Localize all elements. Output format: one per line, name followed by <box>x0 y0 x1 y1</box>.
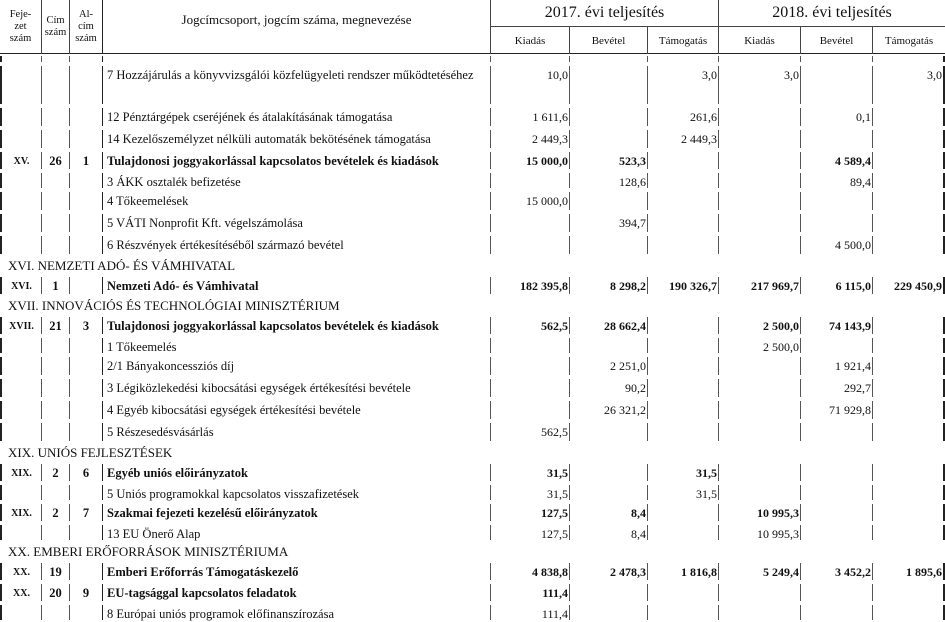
bevetel-2018-cell: 0,1 <box>801 108 873 126</box>
kiadas-2018-cell <box>719 173 801 188</box>
cim-cell: 1 <box>42 277 70 294</box>
alcim-cell <box>70 423 103 441</box>
kiadas-2018-cell <box>719 584 801 601</box>
name-cell: 5 Uniós programokkal kapcsolatos visszafizetések <box>103 485 491 500</box>
name-cell: Egyéb uniós előirányzatok <box>103 464 491 481</box>
tamogatas-2017-cell <box>648 525 719 540</box>
table-row <box>0 377 945 399</box>
name-cell: 12 Pénztárgépek cseréjének és átalakításának támogatása <box>103 108 491 126</box>
name-cell: 1 Tőkeemelés <box>103 338 491 353</box>
kiadas-2017-cell: 182 395,8 <box>491 277 570 294</box>
bevetel-2018-cell <box>801 525 873 540</box>
kiadas-2017-cell: 15 000,0 <box>491 192 570 210</box>
cim-cell <box>42 66 70 104</box>
table-row <box>0 150 945 171</box>
table-row <box>0 336 945 355</box>
name-cell: 13 EU Önerő Alap <box>103 525 491 540</box>
bevetel-2017-cell <box>570 56 648 62</box>
alcim-cell <box>70 130 103 148</box>
tamogatas-2018-cell <box>873 236 945 254</box>
fejezet-cell <box>0 338 42 353</box>
kiadas-2018-cell: 2 500,0 <box>719 338 801 353</box>
tamogatas-2017-cell <box>648 357 719 375</box>
name-cell: 4 Egyéb kibocsátási egységek értékesítési bevétele <box>103 401 491 419</box>
table-row <box>0 275 945 296</box>
name-cell: 14 Kezelőszemélyzet nélküli automaták bekötésének támogatása <box>103 130 491 148</box>
name-cell: 4 Tőkeemelések <box>103 192 491 210</box>
cim-cell: 19 <box>42 563 70 580</box>
kiadas-2017-cell: 562,5 <box>491 317 570 334</box>
header-fejezet: Feje- zet szám <box>0 0 42 54</box>
fejezet-cell <box>0 379 42 397</box>
kiadas-2018-cell <box>719 379 801 397</box>
fejezet-cell <box>0 357 42 375</box>
table-row <box>0 483 945 502</box>
table-row <box>0 582 945 603</box>
alcim-cell <box>70 485 103 500</box>
cim-cell <box>42 173 70 188</box>
kiadas-2018-cell <box>719 214 801 232</box>
tamogatas-2017-cell <box>648 236 719 254</box>
cim-cell <box>42 379 70 397</box>
kiadas-2018-cell <box>719 56 801 62</box>
bevetel-2017-cell: 128,6 <box>570 173 648 188</box>
cim-cell: 2 <box>42 464 70 481</box>
tamogatas-2017-cell <box>648 423 719 441</box>
header-2017: 2017. évi teljesítés <box>491 0 719 27</box>
alcim-cell <box>70 379 103 397</box>
kiadas-2018-cell: 3,0 <box>719 66 801 104</box>
kiadas-2017-cell: 1 611,6 <box>491 108 570 126</box>
bevetel-2017-cell: 90,2 <box>570 379 648 397</box>
tamogatas-2018-cell <box>873 504 945 521</box>
bevetel-2018-cell: 6 115,0 <box>801 277 873 294</box>
header-alcim: Al- cím szám <box>70 0 103 54</box>
bevetel-2018-cell: 1 921,4 <box>801 357 873 375</box>
header-2018-kiadas: Kiadás <box>719 27 801 54</box>
cim-cell: 20 <box>42 584 70 601</box>
table-row <box>0 561 945 582</box>
alcim-cell <box>70 401 103 419</box>
bevetel-2018-cell <box>801 338 873 353</box>
fejezet-cell <box>0 66 42 104</box>
alcim-cell <box>70 66 103 104</box>
kiadas-2017-cell <box>491 338 570 353</box>
bevetel-2018-cell <box>801 485 873 500</box>
kiadas-2018-cell <box>719 605 801 620</box>
bevetel-2017-cell <box>570 423 648 441</box>
name-cell: EU-tagsággal kapcsolatos feladatok <box>103 584 491 601</box>
bevetel-2018-cell: 292,7 <box>801 379 873 397</box>
cim-cell <box>42 357 70 375</box>
fejezet-cell: XVII. <box>0 317 42 334</box>
fejezet-cell <box>0 214 42 232</box>
alcim-cell: 9 <box>70 584 103 601</box>
tamogatas-2017-cell <box>648 56 719 62</box>
cim-cell: 21 <box>42 317 70 334</box>
bevetel-2018-cell <box>801 56 873 62</box>
alcim-cell <box>70 357 103 375</box>
cim-cell <box>42 108 70 126</box>
tamogatas-2018-cell <box>873 357 945 375</box>
tamogatas-2017-cell: 31,5 <box>648 485 719 500</box>
table-row <box>0 399 945 421</box>
cim-cell <box>42 56 70 62</box>
table-row <box>0 128 945 150</box>
kiadas-2017-cell: 31,5 <box>491 464 570 481</box>
tamogatas-2018-cell: 3,0 <box>873 66 945 104</box>
name-cell: Nemzeti Adó- és Vámhivatal <box>103 277 491 294</box>
spacer-row <box>0 54 945 64</box>
tamogatas-2018-cell <box>873 584 945 601</box>
kiadas-2017-cell <box>491 379 570 397</box>
bevetel-2018-cell: 4 500,0 <box>801 236 873 254</box>
alcim-cell <box>70 173 103 188</box>
name-cell: Tulajdonosi joggyakorlással kapcsolatos bevételek és kiadások <box>103 317 491 334</box>
section-heading: XIX. UNIÓS FEJLESZTÉSEK <box>8 445 173 460</box>
kiadas-2017-cell <box>491 401 570 419</box>
bevetel-2017-cell: 8,4 <box>570 525 648 540</box>
fejezet-cell <box>0 423 42 441</box>
tamogatas-2018-cell <box>873 485 945 500</box>
bevetel-2017-cell <box>570 66 648 104</box>
tamogatas-2017-cell <box>648 192 719 210</box>
tamogatas-2018-cell <box>873 130 945 148</box>
bevetel-2017-cell: 8 298,2 <box>570 277 648 294</box>
kiadas-2017-cell: 111,4 <box>491 584 570 601</box>
kiadas-2018-cell: 5 249,4 <box>719 563 801 580</box>
section-heading: XVII. INNOVÁCIÓS ÉS TECHNOLÓGIAI MINISZTÉRIUM <box>8 298 340 313</box>
kiadas-2018-cell <box>719 401 801 419</box>
kiadas-2018-cell: 217 969,7 <box>719 277 801 294</box>
kiadas-2017-cell <box>491 357 570 375</box>
header-2018: 2018. évi teljesítés <box>719 0 945 27</box>
name-cell: 5 Részesedésvásárlás <box>103 423 491 441</box>
bevetel-2017-cell: 8,4 <box>570 504 648 521</box>
alcim-cell: 7 <box>70 504 103 521</box>
bevetel-2018-cell: 71 929,8 <box>801 401 873 419</box>
fejezet-cell <box>0 485 42 500</box>
table-row <box>0 190 945 212</box>
name-cell: 7 Hozzájárulás a könyvvizsgálói közfelügyeleti rendszer működtetéséhez <box>103 66 491 104</box>
kiadas-2018-cell <box>719 236 801 254</box>
name-cell: Emberi Erőforrás Támogatáskezelő <box>103 563 491 580</box>
tamogatas-2018-cell <box>873 401 945 419</box>
alcim-cell <box>70 108 103 126</box>
cim-cell: 26 <box>42 152 70 169</box>
cim-cell <box>42 423 70 441</box>
fejezet-cell: XIX. <box>0 504 42 521</box>
table-header <box>0 0 945 54</box>
fejezet-cell <box>0 605 42 620</box>
name-cell: 8 Európai uniós programok előfinanszírozása <box>103 605 491 620</box>
bevetel-2018-cell <box>801 130 873 148</box>
tamogatas-2018-cell <box>873 214 945 232</box>
name-cell <box>103 56 491 62</box>
tamogatas-2017-cell <box>648 317 719 334</box>
tamogatas-2017-cell: 261,6 <box>648 108 719 126</box>
tamogatas-2017-cell: 31,5 <box>648 464 719 481</box>
tamogatas-2017-cell <box>648 152 719 169</box>
name-cell: Tulajdonosi joggyakorlással kapcsolatos bevételek és kiadások <box>103 152 491 169</box>
alcim-cell <box>70 277 103 294</box>
bevetel-2018-cell <box>801 605 873 620</box>
alcim-cell <box>70 563 103 580</box>
name-cell: 2/1 Bányakoncessziós díj <box>103 357 491 375</box>
kiadas-2017-cell: 15 000,0 <box>491 152 570 169</box>
cim-cell <box>42 525 70 540</box>
section-heading: XX. EMBERI ERŐFORRÁSOK MINISZTÉRIUMA <box>8 544 289 559</box>
bevetel-2018-cell: 4 589,4 <box>801 152 873 169</box>
bevetel-2017-cell <box>570 464 648 481</box>
alcim-cell <box>70 525 103 540</box>
fejezet-cell <box>0 525 42 540</box>
bevetel-2017-cell <box>570 108 648 126</box>
tamogatas-2017-cell: 190 326,7 <box>648 277 719 294</box>
header-2018-bevetel: Bevétel <box>801 27 873 54</box>
bevetel-2017-cell <box>570 236 648 254</box>
bevetel-2018-cell <box>801 214 873 232</box>
kiadas-2017-cell: 562,5 <box>491 423 570 441</box>
bevetel-2018-cell <box>801 584 873 601</box>
tamogatas-2017-cell: 1 816,8 <box>648 563 719 580</box>
tamogatas-2018-cell <box>873 338 945 353</box>
bevetel-2017-cell <box>570 338 648 353</box>
name-cell: 6 Részvények értékesítéséből származó bevétel <box>103 236 491 254</box>
alcim-cell <box>70 192 103 210</box>
kiadas-2018-cell <box>719 130 801 148</box>
fejezet-cell <box>0 56 42 62</box>
kiadas-2018-cell: 2 500,0 <box>719 317 801 334</box>
tamogatas-2017-cell <box>648 584 719 601</box>
kiadas-2018-cell <box>719 423 801 441</box>
kiadas-2018-cell <box>719 192 801 210</box>
bevetel-2017-cell: 28 662,4 <box>570 317 648 334</box>
cim-cell <box>42 485 70 500</box>
alcim-cell: 1 <box>70 152 103 169</box>
header-2017-tamogatas: Támogatás <box>648 27 719 54</box>
table-row <box>0 502 945 523</box>
tamogatas-2017-cell <box>648 173 719 188</box>
bevetel-2018-cell <box>801 504 873 521</box>
bevetel-2017-cell <box>570 192 648 210</box>
tamogatas-2017-cell: 2 449,3 <box>648 130 719 148</box>
fejezet-cell <box>0 236 42 254</box>
fejezet-cell: XVI. <box>0 277 42 294</box>
kiadas-2017-cell <box>491 236 570 254</box>
table-row <box>0 64 945 106</box>
table-row <box>0 106 945 128</box>
tamogatas-2017-cell <box>648 379 719 397</box>
kiadas-2018-cell <box>719 485 801 500</box>
kiadas-2017-cell: 127,5 <box>491 525 570 540</box>
alcim-cell: 6 <box>70 464 103 481</box>
kiadas-2017-cell: 111,4 <box>491 605 570 620</box>
cim-cell <box>42 605 70 620</box>
kiadas-2017-cell <box>491 214 570 232</box>
tamogatas-2018-cell <box>873 525 945 540</box>
kiadas-2018-cell <box>719 464 801 481</box>
tamogatas-2018-cell: 1 895,6 <box>873 563 945 580</box>
header-cim: Cím szám <box>42 0 70 54</box>
bevetel-2017-cell <box>570 605 648 620</box>
bevetel-2018-cell <box>801 66 873 104</box>
alcim-cell <box>70 605 103 620</box>
kiadas-2017-cell: 10,0 <box>491 66 570 104</box>
tamogatas-2018-cell <box>873 605 945 620</box>
kiadas-2017-cell: 4 838,8 <box>491 563 570 580</box>
tamogatas-2018-cell <box>873 317 945 334</box>
table-row <box>0 603 945 622</box>
tamogatas-2018-cell <box>873 152 945 169</box>
tamogatas-2018-cell <box>873 192 945 210</box>
bevetel-2017-cell: 26 321,2 <box>570 401 648 419</box>
table-row <box>0 523 945 542</box>
name-cell: 3 ÁKK osztalék befizetése <box>103 173 491 188</box>
header-2017-kiadas: Kiadás <box>491 27 570 54</box>
fejezet-cell <box>0 108 42 126</box>
bevetel-2017-cell <box>570 485 648 500</box>
tamogatas-2018-cell <box>873 423 945 441</box>
name-cell: 5 VÁTI Nonprofit Kft. végelszámolása <box>103 214 491 232</box>
header-2018-tamogatas: Támogatás <box>884 34 934 47</box>
tamogatas-2017-cell <box>648 605 719 620</box>
name-cell: 3 Légiközlekedési kibocsátási egységek értékesítési bevétele <box>103 379 491 397</box>
tamogatas-2018-cell <box>873 56 945 62</box>
bevetel-2018-cell <box>801 464 873 481</box>
cim-cell <box>42 236 70 254</box>
alcim-cell: 3 <box>70 317 103 334</box>
fejezet-cell: XV. <box>0 152 42 169</box>
kiadas-2018-cell <box>719 108 801 126</box>
bevetel-2017-cell <box>570 130 648 148</box>
bevetel-2017-cell: 523,3 <box>570 152 648 169</box>
name-cell: Szakmai fejezeti kezelésű előirányzatok <box>103 504 491 521</box>
table-row <box>0 315 945 336</box>
tamogatas-2018-cell: 229 450,9 <box>873 277 945 294</box>
fejezet-cell: XIX. <box>0 464 42 481</box>
table-row <box>0 171 945 190</box>
bevetel-2018-cell: 89,4 <box>801 173 873 188</box>
tamogatas-2018-cell <box>873 464 945 481</box>
table-row <box>0 234 945 256</box>
tamogatas-2017-cell: 3,0 <box>648 66 719 104</box>
kiadas-2017-cell: 127,5 <box>491 504 570 521</box>
bevetel-2017-cell <box>570 584 648 601</box>
tamogatas-2018-cell <box>873 108 945 126</box>
kiadas-2018-cell <box>719 152 801 169</box>
cim-cell <box>42 130 70 148</box>
bevetel-2017-cell: 2 251,0 <box>570 357 648 375</box>
kiadas-2018-cell <box>719 357 801 375</box>
cim-cell <box>42 192 70 210</box>
alcim-cell <box>70 56 103 62</box>
kiadas-2017-cell <box>491 173 570 188</box>
bevetel-2017-cell: 2 478,3 <box>570 563 648 580</box>
kiadas-2017-cell: 31,5 <box>491 485 570 500</box>
cim-cell <box>42 401 70 419</box>
section-heading: XVI. NEMZETI ADÓ- ÉS VÁMHIVATAL <box>8 258 236 273</box>
fejezet-cell <box>0 401 42 419</box>
bevetel-2018-cell: 74 143,9 <box>801 317 873 334</box>
bevetel-2018-cell <box>801 423 873 441</box>
fejezet-cell <box>0 173 42 188</box>
cim-cell <box>42 214 70 232</box>
alcim-cell <box>70 338 103 353</box>
kiadas-2017-cell: 2 449,3 <box>491 130 570 148</box>
table-row <box>0 462 945 483</box>
table-row <box>0 355 945 377</box>
bevetel-2018-cell <box>801 192 873 210</box>
tamogatas-2018-cell <box>873 173 945 188</box>
fejezet-cell <box>0 192 42 210</box>
header-name: Jogcímcsoport, jogcím száma, megnevezése <box>103 0 491 54</box>
table-row <box>0 421 945 443</box>
tamogatas-2017-cell <box>648 338 719 353</box>
fejezet-cell: XX. <box>0 584 42 601</box>
bevetel-2017-cell: 394,7 <box>570 214 648 232</box>
table-row <box>0 212 945 234</box>
header-2017-bevetel: Bevétel <box>570 27 648 54</box>
tamogatas-2017-cell <box>648 504 719 521</box>
fejezet-cell: XX. <box>0 563 42 580</box>
tamogatas-2018-cell <box>873 379 945 397</box>
cim-cell <box>42 338 70 353</box>
table-body <box>0 54 945 622</box>
tamogatas-2017-cell <box>648 214 719 232</box>
alcim-cell <box>70 214 103 232</box>
kiadas-2017-cell <box>491 56 570 62</box>
kiadas-2018-cell: 10 995,3 <box>719 504 801 521</box>
alcim-cell <box>70 236 103 254</box>
kiadas-2018-cell: 10 995,3 <box>719 525 801 540</box>
bevetel-2018-cell: 3 452,2 <box>801 563 873 580</box>
fejezet-cell <box>0 130 42 148</box>
cim-cell: 2 <box>42 504 70 521</box>
tamogatas-2017-cell <box>648 401 719 419</box>
